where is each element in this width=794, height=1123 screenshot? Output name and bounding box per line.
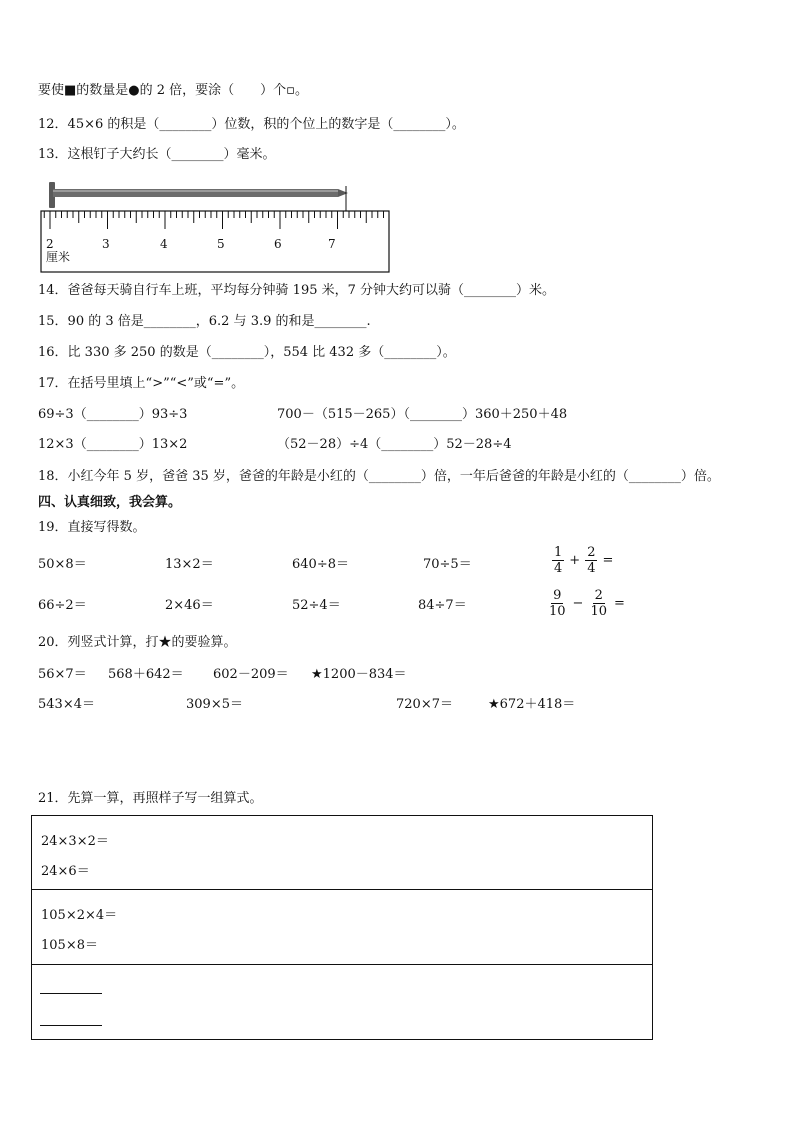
q21-expression: 105×8＝ — [41, 938, 98, 953]
q20-item: ★1200－834＝ — [311, 667, 407, 682]
q21-cell — [32, 816, 652, 890]
q11-tail: 要使■的数量是●的 2 倍，要涂（ ）个▫。 — [38, 83, 308, 98]
q20-item: 602－209＝ — [213, 667, 289, 682]
equals-sign: = — [602, 553, 614, 568]
ruler-tick-label: 3 — [102, 237, 110, 251]
q20-prompt: 20．列竖式计算，打★的要验算。 — [38, 635, 237, 650]
q19-item: 640÷8＝ — [292, 557, 349, 572]
q14: 14．爸爸每天骑自行车上班，平均每分钟骑 195 米，7 分钟大约可以骑（________）米。 — [38, 283, 556, 298]
fraction-numerator: 9 — [553, 588, 562, 603]
fraction-numerator: 2 — [587, 545, 596, 560]
q20-item: ★672＋418＝ — [488, 697, 576, 712]
q19-fraction-sum — [550, 545, 616, 576]
ruler-tick-label: 4 — [160, 237, 168, 251]
q20-item: 568＋642＝ — [108, 667, 184, 682]
q19-item: 13×2＝ — [165, 557, 214, 572]
q18: 18．小红今年 5 岁，爸爸 35 岁，爸爸的年龄是小红的（________）倍，一年后爸爸的年龄是小红的（________）倍。 — [38, 469, 720, 484]
q17-item: 700－（515－265）（________）360＋250＋48 — [277, 407, 568, 422]
operator: − — [572, 596, 584, 611]
q17-prompt: 17．在括号里填上“>”“<”或“=”。 — [38, 376, 245, 391]
q20-item: 543×4＝ — [38, 697, 95, 712]
ruler-tick-label: 6 — [274, 237, 282, 251]
fraction-denominator: 10 — [549, 604, 566, 619]
q13: 13．这根钉子大约长（________）毫米。 — [38, 147, 276, 162]
q21-cell — [32, 890, 652, 965]
ruler — [41, 211, 389, 272]
section-4-heading: 四、认真细致，我会算。 — [38, 495, 182, 510]
answer-blank-line[interactable] — [40, 1025, 102, 1026]
q20-item: 720×7＝ — [396, 697, 453, 712]
ruler-tick-label: 5 — [217, 237, 225, 251]
fraction-denominator: 4 — [554, 561, 563, 576]
q21-expression: 24×3×2＝ — [41, 834, 109, 849]
q19-prompt: 19．直接写得数。 — [38, 520, 146, 535]
q21-expression: 24×6＝ — [41, 864, 90, 879]
q20-item: 56×7＝ — [38, 667, 87, 682]
q21-table — [31, 815, 653, 1040]
q16: 16．比 330 多 250 的数是（________），554 比 432 多（________）。 — [38, 345, 456, 360]
q20-item: 309×5＝ — [186, 697, 243, 712]
nail-ruler-illustration — [38, 176, 394, 276]
fraction-denominator: 4 — [587, 561, 596, 576]
q17-item: 69÷3（________）93÷3 — [38, 407, 188, 422]
q21-expression: 105×2×4＝ — [41, 908, 118, 923]
fraction-numerator: 2 — [594, 588, 603, 603]
q19-item: 50×8＝ — [38, 557, 87, 572]
q17-item: 12×3（________）13×2 — [38, 437, 188, 452]
q19-item: 84÷7＝ — [418, 598, 467, 613]
equals-sign: = — [614, 596, 625, 611]
q17-item: （52－28）÷4（________）52－28÷4 — [277, 437, 512, 452]
nail-icon — [49, 182, 348, 211]
ruler-tick-label: 7 — [328, 237, 336, 251]
fraction-denominator: 10 — [590, 604, 607, 619]
ruler-tick-label: 2 — [46, 237, 54, 251]
q19-item: 66÷2＝ — [38, 598, 87, 613]
operator: + — [569, 553, 581, 568]
q19-fraction-difference — [545, 588, 628, 619]
q21-cell — [32, 965, 652, 1039]
q19-item: 52÷4＝ — [292, 598, 341, 613]
answer-blank-line[interactable] — [40, 993, 102, 994]
fraction-numerator: 1 — [554, 545, 563, 560]
ruler-unit-label: 厘米 — [46, 250, 71, 264]
q19-item: 70÷5＝ — [423, 557, 472, 572]
q12: 12．45×6 的积是（________）位数，积的个位上的数字是（________）。 — [38, 117, 465, 132]
q19-item: 2×46＝ — [165, 598, 214, 613]
q15: 15．90 的 3 倍是________，6.2 与 3.9 的和是________. — [38, 314, 371, 329]
q21-prompt: 21．先算一算，再照样子写一组算式。 — [38, 791, 263, 806]
